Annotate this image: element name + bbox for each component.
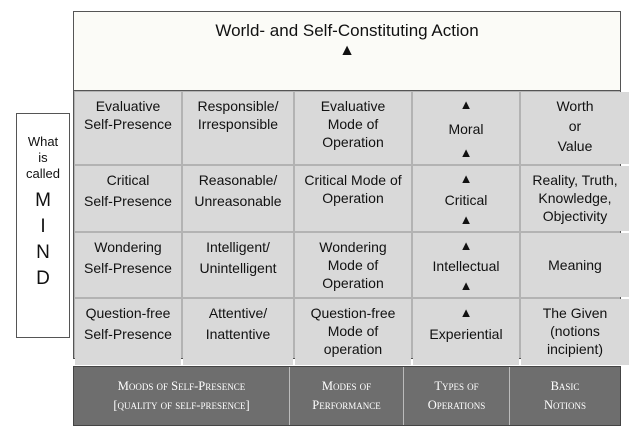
quality-cell — [183, 299, 293, 365]
mode-line: Question-free — [310, 305, 396, 321]
notion-cell — [521, 299, 629, 365]
notion-line: Worth — [556, 98, 594, 114]
side-letter-m: M — [35, 190, 51, 211]
quality-cell — [183, 92, 293, 164]
notion-line: or — [568, 118, 582, 134]
notion-line: Value — [557, 138, 593, 154]
operation-cell — [413, 299, 519, 365]
up-arrow-icon: ▲ — [459, 145, 473, 160]
side-text-called: called — [26, 166, 60, 181]
mood-line: Self-Presence — [84, 116, 172, 132]
footer-basic-header — [510, 367, 620, 425]
notion-line: Meaning — [548, 257, 602, 273]
quality-line: Unreasonable — [194, 193, 282, 209]
up-arrow-icon: ▲ — [459, 305, 473, 320]
notion-cell — [521, 166, 629, 231]
mood-cell — [75, 233, 181, 297]
footer-line: Performance — [312, 398, 381, 412]
side-letter-d: D — [36, 268, 50, 289]
mood-line: Self-Presence — [84, 193, 172, 209]
mode-line: Operation — [322, 190, 384, 206]
operation-label: Intellectual — [432, 258, 500, 274]
mode-line: Mode of — [327, 323, 379, 339]
notion-line: (notions — [550, 323, 600, 339]
quality-line: Reasonable/ — [198, 172, 278, 188]
mode-line: Evaluative — [320, 98, 386, 114]
operation-label: Moral — [448, 121, 484, 137]
footer-line: Operations — [427, 398, 486, 412]
up-arrow-icon: ▲ — [459, 212, 473, 227]
mode-line: Operation — [322, 134, 384, 150]
side-letter-n: N — [36, 242, 50, 263]
mode-line: Wondering — [319, 239, 387, 255]
notion-line: Objectivity — [542, 208, 608, 224]
quality-line: Unintelligent — [199, 260, 277, 276]
mode-line: Mode of — [327, 116, 379, 132]
quality-line: Inattentive — [205, 326, 271, 342]
footer-line: Types of — [434, 379, 479, 393]
footer-types-header — [404, 367, 510, 425]
operation-cell — [413, 166, 519, 231]
footer-bar — [73, 366, 621, 426]
side-letter-i: I — [40, 216, 46, 237]
quality-line: Responsible/ — [197, 98, 279, 114]
mood-cell — [75, 166, 181, 231]
mode-cell — [295, 299, 411, 365]
mind-label-box — [16, 113, 70, 338]
mode-line: Mode of — [327, 257, 379, 273]
quality-line: Intelligent/ — [206, 239, 270, 255]
footer-line: Modes of — [321, 379, 372, 393]
up-arrow-icon: ▲ — [459, 238, 473, 253]
mode-line: Operation — [322, 275, 384, 291]
mood-cell — [75, 299, 181, 365]
notion-cell — [521, 233, 629, 297]
mood-line: Self-Presence — [84, 260, 172, 276]
mood-line: Question-free — [85, 305, 171, 321]
operation-cell — [413, 233, 519, 297]
mode-line: Critical Mode of — [304, 172, 402, 188]
up-arrow-icon: ▲ — [459, 278, 473, 293]
mode-cell — [295, 166, 411, 231]
footer-line: Basic — [550, 379, 580, 393]
up-arrow-icon: ▲ — [459, 171, 473, 186]
footer-modes-header — [290, 367, 404, 425]
mode-cell — [295, 92, 411, 164]
mood-line: Evaluative — [95, 98, 161, 114]
mode-cell — [295, 233, 411, 297]
mood-cell — [75, 92, 181, 164]
main-grid — [73, 90, 621, 359]
notion-cell — [521, 92, 629, 164]
footer-line: Moods of Self-Presence — [117, 379, 246, 393]
diagram-title: World- and Self-Constituting Action — [215, 21, 479, 40]
notion-line: Reality, Truth, — [532, 172, 618, 188]
mood-line: Critical — [106, 172, 150, 188]
notion-line: incipient) — [546, 341, 604, 357]
footer-line: [quality of self-presence] — [113, 398, 250, 412]
notion-line: The Given — [542, 305, 608, 321]
mood-line: Wondering — [94, 239, 162, 255]
footer-moods-header — [74, 367, 290, 425]
notion-line: Knowledge, — [538, 190, 612, 206]
quality-cell — [183, 166, 293, 231]
operation-label: Critical — [444, 191, 488, 208]
side-text-what: What — [27, 134, 59, 149]
quality-cell — [183, 233, 293, 297]
up-arrow-icon: ▲ — [339, 42, 355, 59]
side-text-is: is — [38, 150, 48, 165]
quality-line: Irresponsible — [197, 116, 279, 132]
operation-label: Experiential — [429, 326, 503, 342]
quality-line: Attentive/ — [208, 305, 268, 321]
up-arrow-icon: ▲ — [459, 97, 473, 112]
mode-line: operation — [323, 341, 383, 357]
operation-cell — [413, 92, 519, 164]
top-header-box — [73, 11, 621, 90]
footer-line: Notions — [543, 398, 587, 412]
mood-line: Self-Presence — [84, 326, 172, 342]
